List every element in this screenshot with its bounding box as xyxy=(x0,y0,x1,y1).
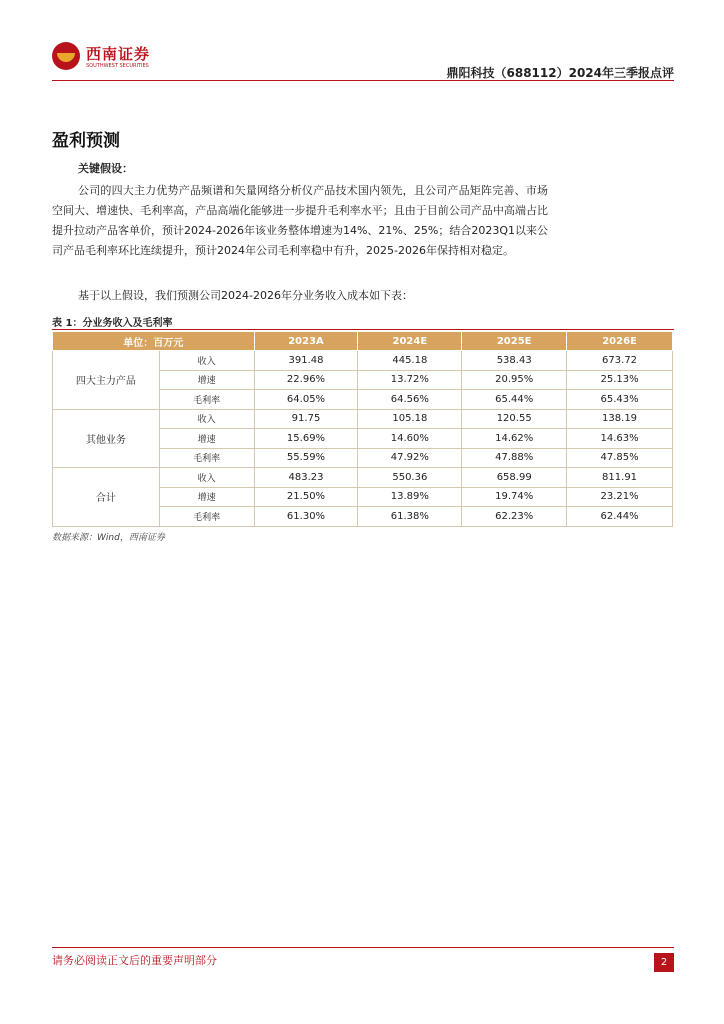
assumptions-paragraph: 公司的四大主力优势产品频谱和矢量网络分析仪产品技术国内领先，且公司产品矩阵完善、市场空间大、增速快、毛利率高，产品高端化能够进一步提升毛利率水平；且由于目前公司产品中高端占比提升拉动产品客单价，预计2024-2026年该业务整体增速为14%、21%、25%；结合2023Q1以来公司产品毛利率环比连续提升，预计2024年公司毛利率稳中有升，2025-2026年保持相对稳定。 xyxy=(52,184,548,257)
table-cell: 62.23% xyxy=(462,507,567,527)
table-cell: 62.44% xyxy=(567,507,673,527)
table-cell: 19.74% xyxy=(462,487,567,507)
table-cell: 14.62% xyxy=(462,429,567,449)
table-cell: 65.44% xyxy=(462,390,567,410)
table-cell: 20.95% xyxy=(462,370,567,390)
table-title-divider xyxy=(52,329,674,330)
metric-label: 增速 xyxy=(159,370,254,390)
metric-label: 收入 xyxy=(159,468,254,488)
table-cell: 22.96% xyxy=(254,370,358,390)
table-row xyxy=(53,468,673,488)
metric-label: 收入 xyxy=(159,409,254,429)
table-cell: 550.36 xyxy=(358,468,462,488)
table-cell: 23.21% xyxy=(567,487,673,507)
key-assumptions-heading: 关键假设： xyxy=(78,162,133,175)
column-header: 2026E xyxy=(567,332,673,351)
column-header: 2024E xyxy=(358,332,462,351)
segment-name: 四大主力产品 xyxy=(53,351,160,410)
table-cell: 14.60% xyxy=(358,429,462,449)
data-source-note: 数据来源：Wind，西南证券 xyxy=(52,533,165,543)
company-logo xyxy=(52,40,162,78)
segment-revenue-table xyxy=(52,331,673,527)
table-cell: 811.91 xyxy=(567,468,673,488)
table-cell: 47.92% xyxy=(358,448,462,468)
unit-header: 单位：百万元 xyxy=(53,332,255,351)
page-header xyxy=(52,40,674,82)
table-cell: 55.59% xyxy=(254,448,358,468)
table-cell: 91.75 xyxy=(254,409,358,429)
metric-label: 收入 xyxy=(159,351,254,371)
table-cell: 14.63% xyxy=(567,429,673,449)
page-number: 2 xyxy=(654,953,674,972)
logo-text-cn: 西南证券 xyxy=(86,45,151,63)
table-cell: 15.69% xyxy=(254,429,358,449)
table-cell: 47.88% xyxy=(462,448,567,468)
table-cell: 25.13% xyxy=(567,370,673,390)
segment-name: 合计 xyxy=(53,468,160,527)
table-cell: 391.48 xyxy=(254,351,358,371)
column-header: 2023A xyxy=(254,332,358,351)
report-title: 鼎阳科技（688112）2024年三季报点评 xyxy=(446,66,674,80)
table-row xyxy=(53,409,673,429)
segment-name: 其他业务 xyxy=(53,409,160,468)
table-cell: 64.05% xyxy=(254,390,358,410)
metric-label: 毛利率 xyxy=(159,448,254,468)
table-cell: 483.23 xyxy=(254,468,358,488)
logo-text-en: SOUTHWEST SECURITIES xyxy=(86,63,149,69)
metric-label: 增速 xyxy=(159,487,254,507)
table-cell: 64.56% xyxy=(358,390,462,410)
table-cell: 538.43 xyxy=(462,351,567,371)
table-cell: 21.50% xyxy=(254,487,358,507)
table-cell: 61.38% xyxy=(358,507,462,527)
table-cell: 47.85% xyxy=(567,448,673,468)
column-header: 2025E xyxy=(462,332,567,351)
table-cell: 61.30% xyxy=(254,507,358,527)
table-cell: 445.18 xyxy=(358,351,462,371)
table-cell: 658.99 xyxy=(462,468,567,488)
table-cell: 13.72% xyxy=(358,370,462,390)
table-row xyxy=(53,351,673,371)
metric-label: 毛利率 xyxy=(159,507,254,527)
metric-label: 增速 xyxy=(159,429,254,449)
table-cell: 105.18 xyxy=(358,409,462,429)
forecast-intro-paragraph: 基于以上假设，我们预测公司2024-2026年分业务收入成本如下表： xyxy=(78,289,413,302)
footer-divider xyxy=(52,947,674,948)
header-divider xyxy=(52,80,674,81)
table-cell: 120.55 xyxy=(462,409,567,429)
table-header-row xyxy=(53,332,673,351)
table-cell: 13.89% xyxy=(358,487,462,507)
logo-emblem-icon xyxy=(52,42,80,70)
table-title: 表 1：分业务收入及毛利率 xyxy=(52,318,173,329)
metric-label: 毛利率 xyxy=(159,390,254,410)
section-title: 盈利预测 xyxy=(52,131,120,151)
footer-disclaimer: 请务必阅读正文后的重要声明部分 xyxy=(52,954,217,967)
table-cell: 65.43% xyxy=(567,390,673,410)
table-cell: 138.19 xyxy=(567,409,673,429)
table-cell: 673.72 xyxy=(567,351,673,371)
